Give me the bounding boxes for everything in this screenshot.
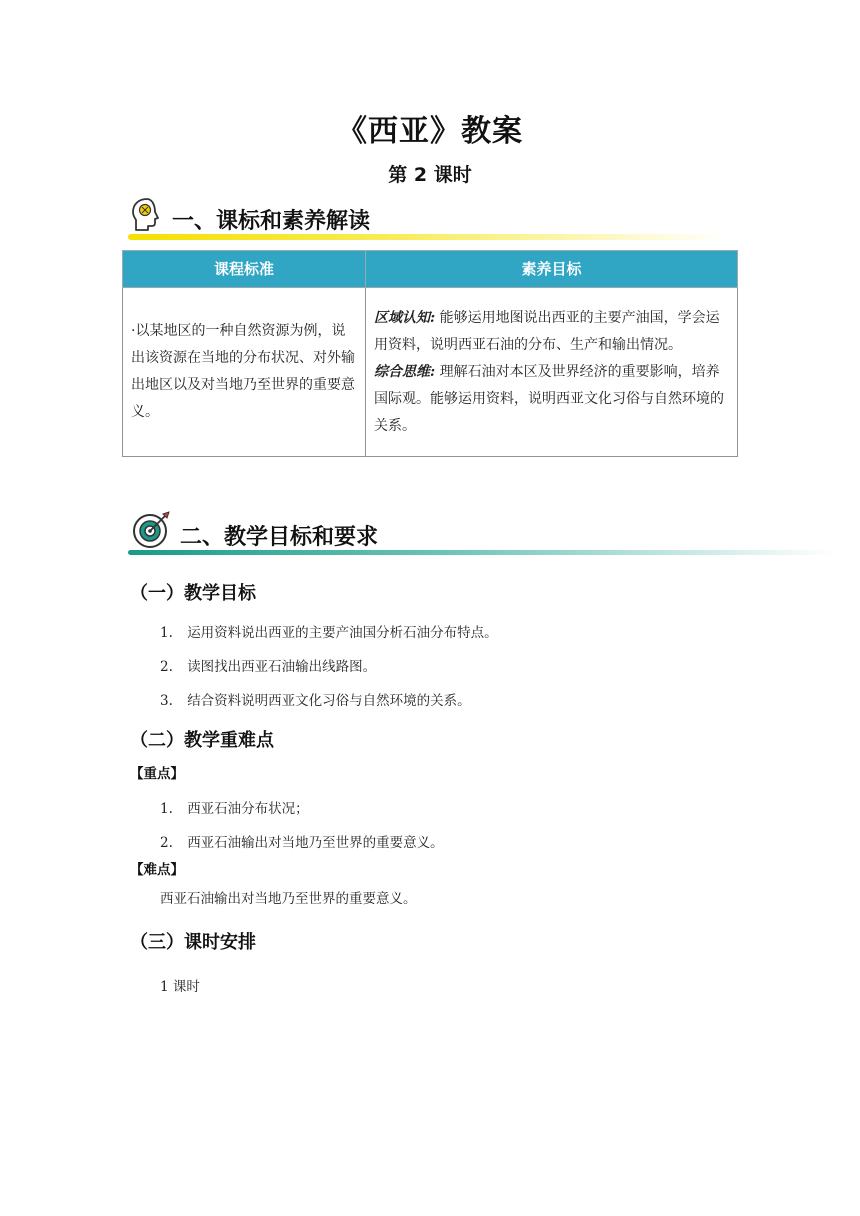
list-item-text: 运用资料说出西亚的主要产油国分析石油分布特点。 [187, 625, 498, 641]
head-lightbulb-icon [130, 197, 164, 233]
list-item-number: 1. [160, 801, 173, 817]
schedule-heading: （三）课时安排 [130, 932, 256, 953]
section1-underline [128, 234, 728, 240]
difficult-point-text: 西亚石油输出对当地乃至世界的重要意义。 [160, 891, 417, 907]
section2-heading: 二、教学目标和要求 [180, 525, 379, 550]
schedule-text: 1 课时 [160, 979, 200, 995]
list-item-number: 2. [160, 659, 173, 675]
section1-heading: 一、课标和素养解读 [172, 209, 371, 234]
list-item-text: 西亚石油分布状况； [187, 801, 309, 817]
list-item [160, 831, 444, 851]
teaching-goals-heading: （一）教学目标 [130, 583, 256, 604]
list-item [160, 689, 471, 709]
header-course-standard: 课程标准 [123, 251, 366, 288]
goal-thinking-key: 综合思维: [374, 363, 436, 380]
goal-regional-text: 能够运用地图说出西亚的主要产油国，学会运用资料，说明西亚石油的分布、生产和输出情况。 [374, 309, 720, 353]
page-subtitle: 第 2 课时 [388, 164, 472, 186]
list-item [160, 621, 498, 641]
page-title: 《西亚》教案 [337, 114, 523, 149]
goal-thinking-text: 理解石油对本区及世界经济的重要影响，培养国际观。能够运用资料，说明西亚文化习俗与自然环境的关系。 [374, 363, 724, 434]
section2-underline [128, 550, 836, 555]
table-row [123, 288, 738, 457]
course-standard-cell: ·以某地区的一种自然资源为例，说出该资源在当地的分布状况、对外输出地区以及对当地乃至世界的重要意义。 [123, 288, 366, 457]
header-literacy-goal: 素养目标 [366, 251, 738, 288]
goal-regional-key: 区域认知: [374, 309, 436, 326]
list-item-number: 3. [160, 693, 173, 709]
table-header-row [123, 251, 738, 288]
list-item [160, 655, 376, 675]
list-item-number: 2. [160, 835, 173, 851]
list-item-text: 结合资料说明西亚文化习俗与自然环境的关系。 [187, 693, 471, 709]
list-item-number: 1. [160, 625, 173, 641]
difficult-points-label: 【难点】 [130, 862, 184, 878]
key-points-label: 【重点】 [130, 766, 184, 782]
list-item [160, 797, 309, 817]
literacy-goal-cell [366, 288, 738, 457]
list-item-text: 西亚石油输出对当地乃至世界的重要意义。 [187, 835, 444, 851]
key-difficult-heading: （二）教学重难点 [130, 730, 274, 751]
target-icon [130, 510, 172, 550]
standards-table [122, 250, 738, 457]
list-item-text: 读图找出西亚石油输出线路图。 [187, 659, 377, 675]
